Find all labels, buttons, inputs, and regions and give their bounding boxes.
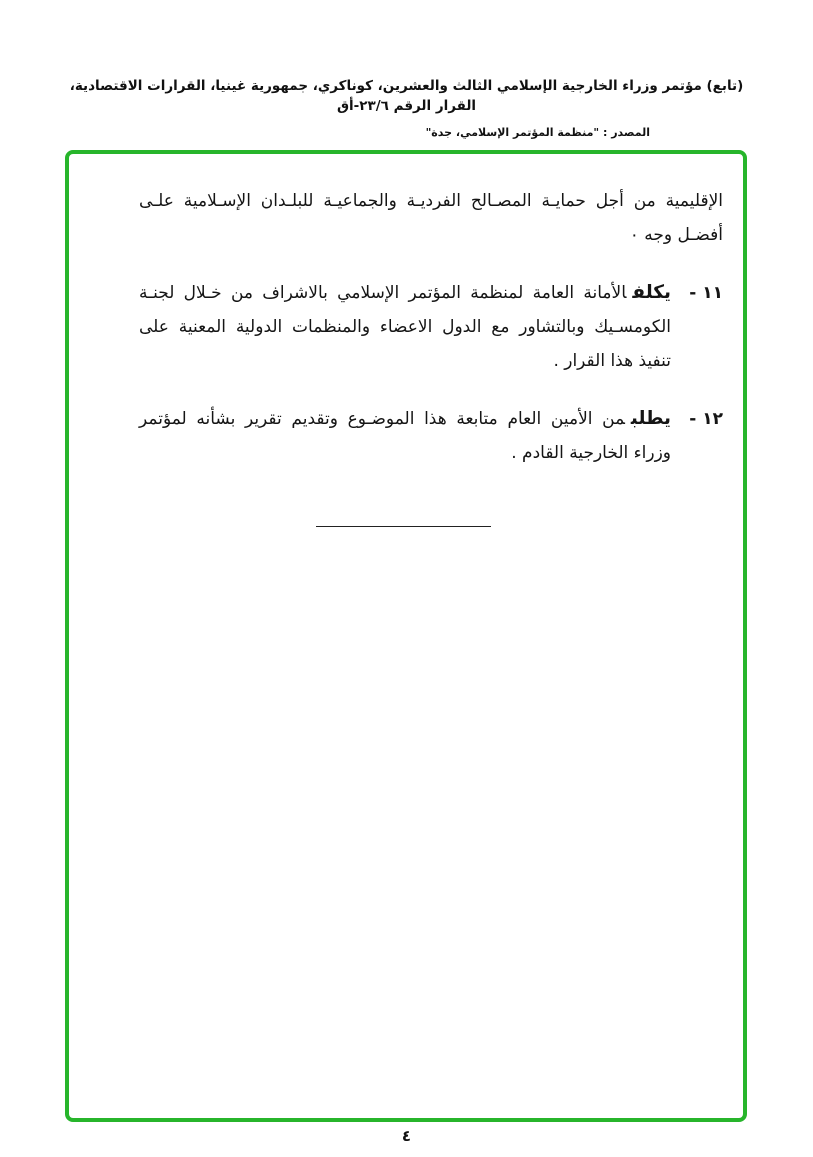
item-lead-word: يكلف <box>632 282 671 303</box>
resolution-item-12 <box>139 402 723 470</box>
green-highlight-box <box>65 150 747 1122</box>
item-text <box>139 402 671 470</box>
resolution-item-11 <box>139 276 723 378</box>
header-source-line: المصدر : "منظمة المؤتمر الإسلامي، جدة" <box>425 125 650 139</box>
intro-paragraph: الإقليمية من أجل حمايـة المصـالح الفرديـة والجماعيـة للبلـدان الإسـلامية علـى أفضـل وجه ٠ <box>139 191 723 245</box>
item-lead-word: يطلب <box>630 408 671 429</box>
item-number: ١٢ - <box>689 409 723 429</box>
item-number: ١١ - <box>689 283 723 303</box>
document-header <box>65 76 748 139</box>
document-body <box>69 154 743 527</box>
item-text <box>139 276 671 378</box>
item-rest-text: من الأمين العام متابعة هذا الموضـوع وتقديم تقرير بشأنه لمؤتمر وزراء الخارجية القادم . <box>139 409 671 463</box>
page-number: ٤ <box>401 1127 412 1145</box>
end-separator-rule <box>316 526 491 527</box>
header-title-line: (تابع) مؤتمر وزراء الخارجية الإسلامي الثالث والعشرين، كوناكري، جمهورية غينيا، القرارات الاقتصادية، القرار الرقم ٢٣/٦-أق <box>69 78 744 115</box>
item-rest-text: الأمانة العامة لمنظمة المؤتمر الإسلامي بالاشراف من خـلال لجنـة الكومسـيك وبالتشاور مع الدول الاعضاء والمنظمات الدولية المعنية على تنفيذ هذا القرار . <box>139 283 671 371</box>
